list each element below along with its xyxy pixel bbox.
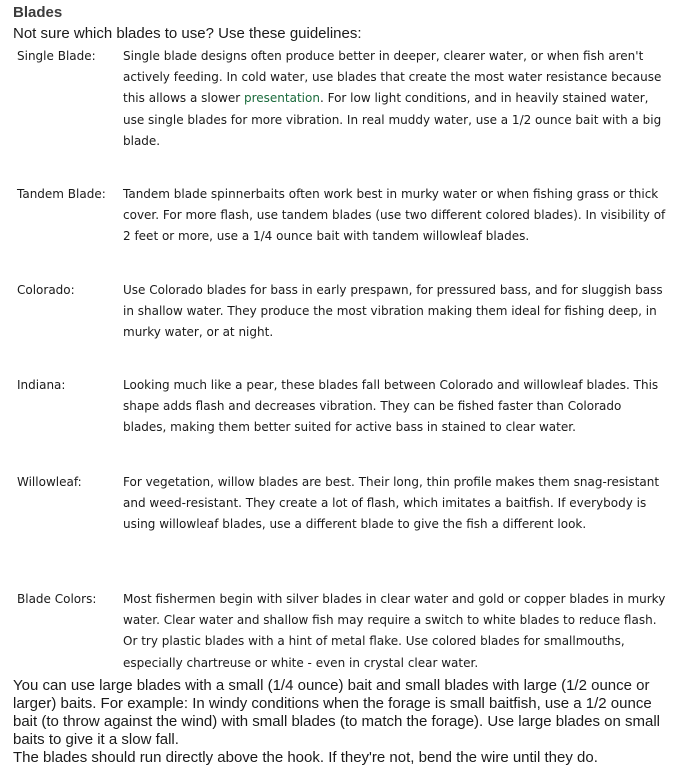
entry-description: [123, 46, 668, 152]
section-title: Blades: [13, 4, 63, 21]
closing-notes: [13, 677, 665, 767]
desc-text-after: . For low light conditions, and in heavily stained water, use single blades for more vibration. In real muddy water, use a 1/2 ounce bait with a big blade.: [123, 91, 662, 148]
intro-text: Not sure which blades to use? Use these guidelines:: [13, 25, 362, 42]
desc-text-before: Single blade designs often produce better in deeper, clearer water, or when fish aren't actively feeding. In cold water, use blades that create the most water resistance because this allows a slower: [123, 49, 662, 106]
closing-paragraph: You can use large blades with a small (1/4 ounce) bait and small blades with large (1/2 ounce or larger) baits. For example: In windy conditions when the forage is small baitfish, use a 1/2 ounce bait (to throw against the wind) with small blades (to match the forage). Use large blades on small baits to give it a slow fall.: [13, 677, 660, 748]
entry-description: Looking much like a pear, these blades fall between Colorado and willowleaf blades. This shape adds flash and decreases vibration. They can be fished faster than Colorado blades, making them better suited for active bass in stained to clear water.: [123, 378, 659, 435]
entry-label: Willowleaf:: [17, 475, 82, 489]
entry-description: Use Colorado blades for bass in early prespawn, for pressured bass, and for sluggish bass in shallow water. They produce the most vibration making them ideal for fishing deep, in murky water, or at night.: [123, 283, 663, 340]
entry-label: Tandem Blade:: [17, 187, 106, 201]
entry-description: Tandem blade spinnerbaits often work best in murky water or when fishing grass or thick cover. For more flash, use tandem blades (use two different colored blades). In visibility of 2 feet or more, use a 1/4 ounce bait with tandem willowleaf blades.: [123, 187, 666, 244]
entry-label: Single Blade:: [17, 49, 96, 63]
entry-description: Most fishermen begin with silver blades in clear water and gold or copper blades in murky water. Clear water and shallow fish may require a switch to white blades to reduce flash. Or try plastic blades with a hint of metal flake. Use colored blades for smallmouths, especially chartreuse or white - even in crystal clear water.: [123, 592, 666, 670]
entry-label: Blade Colors:: [17, 592, 97, 606]
closing-paragraph: The blades should run directly above the hook. If they're not, bend the wire until they do.: [13, 749, 598, 766]
entry-description: For vegetation, willow blades are best. Their long, thin profile makes them snag-resistant and weed-resistant. They create a lot of flash, which imitates a baitfish. If everybody is using willowleaf blades, use a different blade to give the fish a different look.: [123, 475, 660, 532]
entry-label: Indiana:: [17, 378, 66, 392]
presentation-link[interactable]: presentation: [244, 91, 320, 106]
entry-label: Colorado:: [17, 283, 75, 297]
